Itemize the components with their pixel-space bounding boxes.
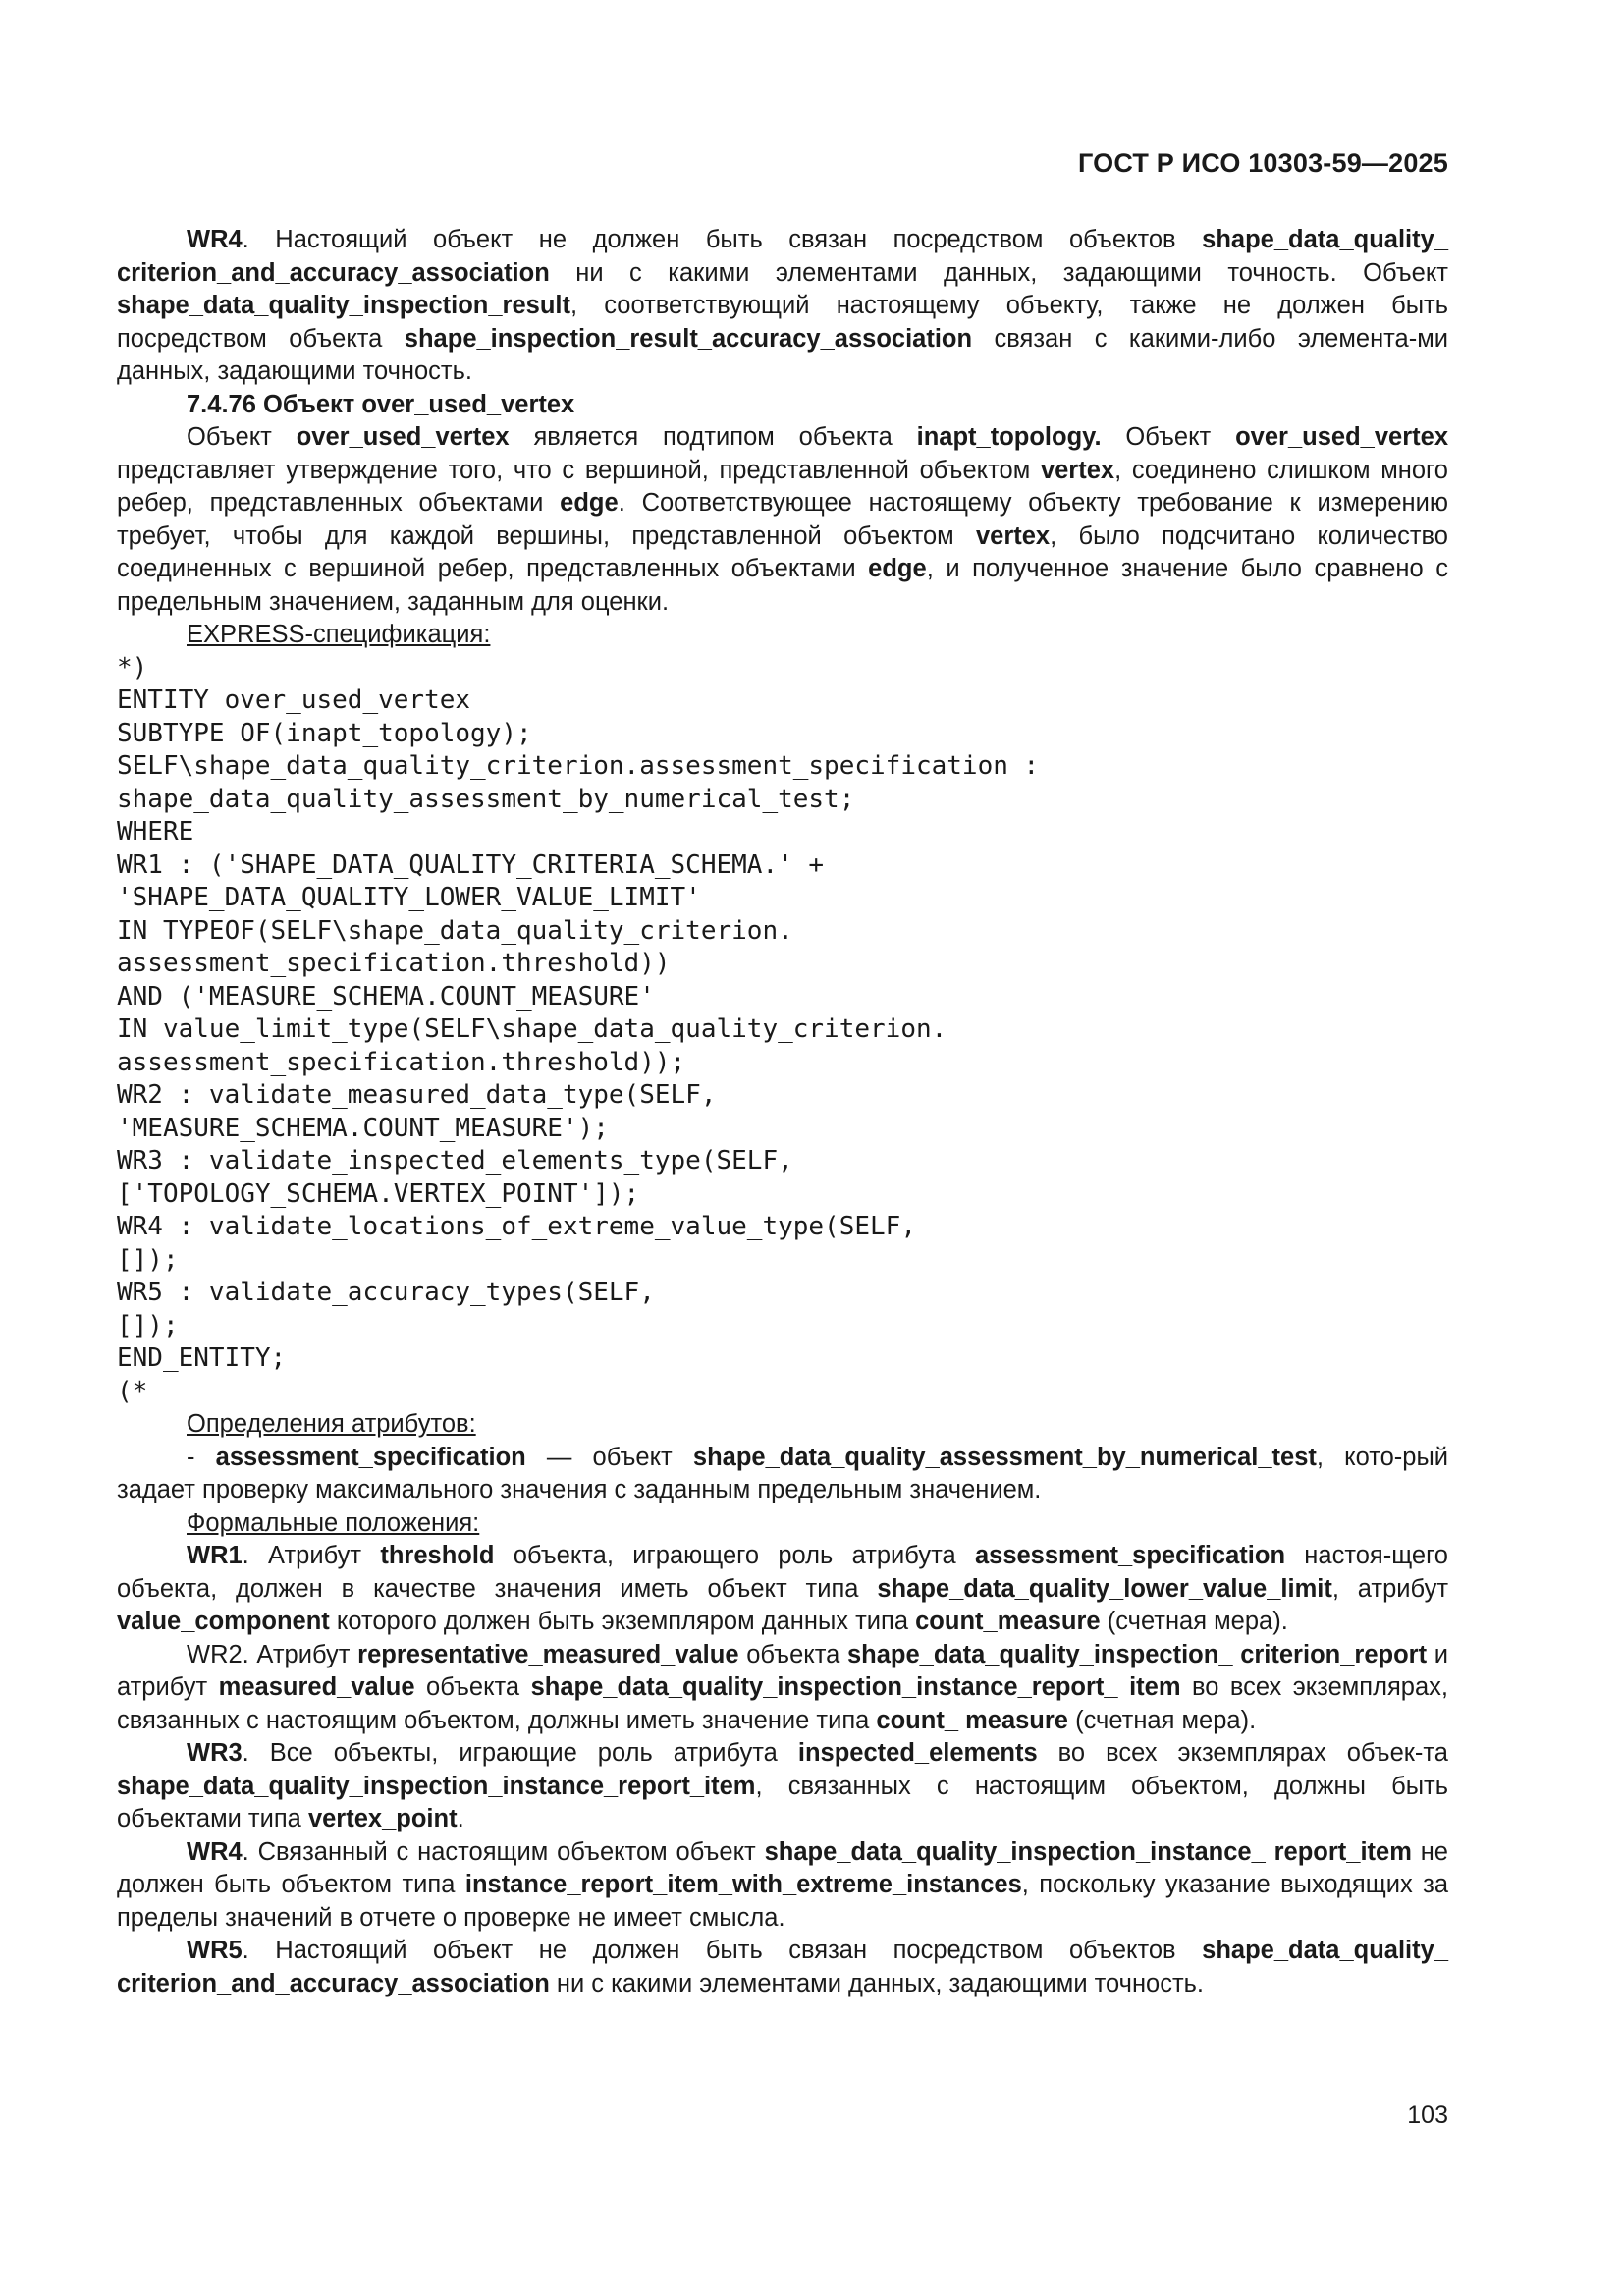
- paragraph-description: Объект over_used_vertex является подтипом объекта inapt_topology. Объект over_used_vertex представляет утверждение того, что с вершиной, представленной объектом vertex, соединено слишком много ребер, представленных объектами edge. Соответствующее настоящему объекту требование к измерению требует, чтобы для каждой вершины, представленной объектом vertex, было подсчитано количество соединенных с вершиной ребер, представленных объектами edge, и полученное значение было сравнено с предельным значением, заданным для оценки.: [117, 423, 1449, 616]
- paragraph-wr5: WR5. Настоящий объект не должен быть связан посредством объектов shape_data_quality_ criterion_and_accuracy_association ни с какими элементами данных, задающими точность.: [117, 1937, 1448, 1997]
- paragraph-wr2: WR2. Атрибут representative_measured_value объекта shape_data_quality_inspection_ criterion_report и атрибут measured_value объекта shape_data_quality_inspection_instance_report_ item во всех экземплярах, связанных с настоящим объектом, должны иметь значение типа count_ measure (счетная мера).: [117, 1640, 1448, 1734]
- formal-heading: Формальные положения:: [187, 1508, 480, 1537]
- attributes-heading: Определения атрибутов:: [187, 1410, 476, 1438]
- rule-label: WR1: [187, 1542, 243, 1569]
- paragraph-wr3: WR3. Все объекты, играющие роль атрибута inspected_elements во всех экземплярах объек-та shape_data_quality_inspection_instance_report_item, связанных с настоящим объектом, должны быть объектами типа vertex_point.: [117, 1739, 1448, 1832]
- rule-label: WR4: [187, 226, 243, 253]
- rule-label: WR4: [187, 1837, 243, 1866]
- page-content: [117, 224, 1448, 2000]
- rule-label: WR5: [187, 1937, 243, 1964]
- page-number: 103: [1407, 2102, 1448, 2129]
- paragraph-wr1: WR1. Атрибут threshold объекта, играющего роль атрибута assessment_specification настоя-щего объекта, должен в качестве значения иметь объект типа shape_data_quality_lower_value_limit, атрибут value_component которого должен быть экземпляром данных типа count_measure (счетная мера).: [117, 1542, 1449, 1635]
- paragraph-wr4: WR4. Связанный с настоящим объектом объект shape_data_quality_inspection_instance_ report_item не должен быть объектом типа instance_report_item_with_extreme_instances, поскольку указание выходящих за пределы значений в отчете о проверке не имеет смысла.: [117, 1837, 1448, 1932]
- express-heading: EXPRESS-спецификация:: [187, 621, 491, 648]
- attribute-definition: - assessment_specification — объект shape_data_quality_assessment_by_numerical_test, кото-рый задает проверку максимального значения с заданным предельным значением.: [117, 1443, 1449, 1503]
- express-code-block: *) ENTITY over_used_vertex SUBTYPE OF(inapt_topology); SELF\shape_data_quality_criterion.assessment_specification : shape_data_quality_assessment_by_numerical_test; WHERE WR1 : ('SHAPE_DATA_QUALITY_CRITERIA_SCHEMA.' + 'SHAPE_DATA_QUALITY_LOWER_VALUE_LIMIT' IN TYPEOF(SELF\shape_data_quality_criterion. assessment_specification.threshold)) AND ('MEASURE_SCHEMA.COUNT_MEASURE' IN value_limit_type(SELF\shape_data_quality_criterion. assessment_specification.threshold)); WR2 : validate_measured_data_type(SELF, 'MEASURE_SCHEMA.COUNT_MEASURE'); WR3 : validate_inspected_elements_type(SELF, ['TOPOLOGY_SCHEMA.VERTEX_POINT']); WR4 : validate_locations_of_extreme_value_type(SELF, []); WR5 : validate_accuracy_types(SELF, []); END_ENTITY; (*: [117, 652, 1040, 1406]
- section-title: 7.4.76 Объект over_used_vertex: [187, 390, 575, 418]
- paragraph-wr4-intro: WR4. Настоящий объект не должен быть связан посредством объектов shape_data_quality_ criterion_and_accuracy_association ни с какими элементами данных, задающими точность. Объект shape_data_quality_inspection_result, соответствующий настоящему объекту, также не должен быть посредством объекта shape_inspection_result_accuracy_association связан с какими-либо элемента-ми данных, задающими точность.: [117, 226, 1448, 385]
- rule-label: WR3: [187, 1739, 243, 1767]
- standard-header: ГОСТ Р ИСО 10303-59—2025: [1078, 148, 1448, 178]
